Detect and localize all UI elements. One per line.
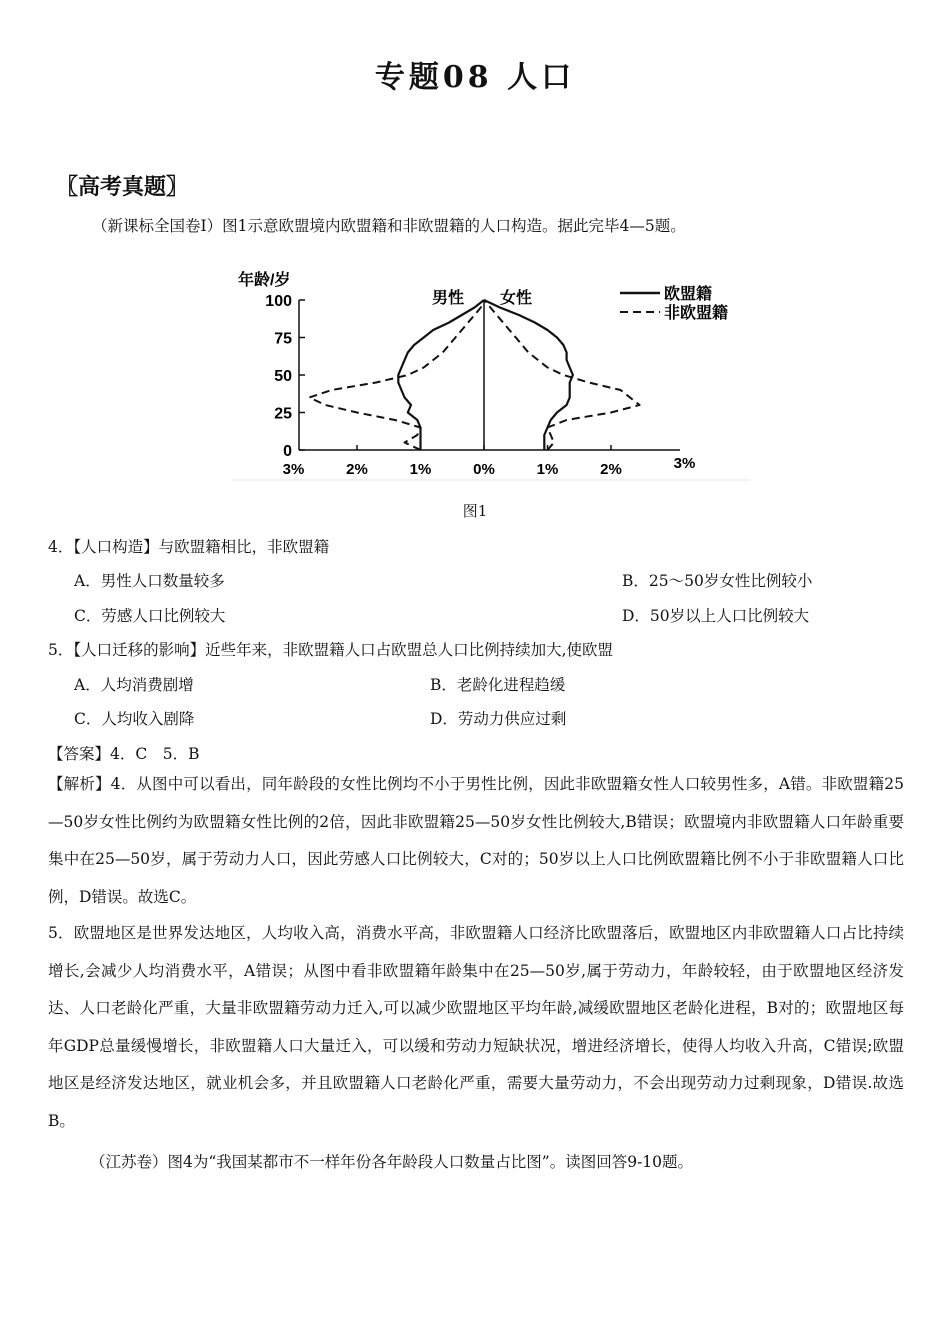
- x-tick-label: 1%: [536, 461, 559, 478]
- analysis-paragraph-5: 5．欧盟地区是世界发达地区，人均收入高，消费水平高，非欧盟籍人口经济比欧盟落后，欧盟地区内非欧盟籍人口占比持续增长,会减少人均消费水平，A错误；从图中看非欧盟籍年龄集中在25—50岁,属于劳动力，年龄较轻，由于欧盟地区经济发达、人口老龄化严重，大量非欧盟籍劳动力迁入,可以减少欧盟地区平均年龄,减缓欧盟地区老龄化进程，B对的；欧盟地区每年GDP总量缓慢增长，非欧盟籍人口大量迁入，可以缓和劳动力短缺状况，增进经济增长，使得人均收入升高，C错误;欧盟地区是经济发达地区，就业机会多，并且欧盟籍人口老龄化严重，需要大量劳动力，不会出现劳动力过剩现象，D错误.故选B。: [48, 924, 904, 1130]
- population-pyramid-figure: [232, 255, 750, 481]
- x-tick-label: 2%: [600, 461, 622, 478]
- x-tick-label: 3%: [673, 455, 696, 472]
- x-tick-label: 3%: [282, 461, 305, 478]
- answer-line: 【答案】4．C 5．B: [48, 745, 200, 763]
- y-axis-label: 年龄/岁: [238, 272, 291, 289]
- male-label: 男性: [432, 290, 465, 307]
- legend: [620, 284, 728, 322]
- page-title: 专题08 人口: [374, 60, 576, 95]
- legend-label-non-eu: 非欧盟籍: [664, 305, 729, 322]
- question-4-option-c: C．劳感人口比例较大: [74, 607, 226, 625]
- eu-female-line: [484, 300, 573, 450]
- population-pyramid-chart: [232, 255, 750, 481]
- non-eu-male-line: [309, 300, 484, 450]
- x-tick-label: 0%: [473, 461, 495, 478]
- y-tick-label: 25: [274, 405, 292, 423]
- y-tick-label: 50: [274, 368, 292, 385]
- y-tick-label: 0: [283, 443, 292, 460]
- question-4-option-b: B．25～50岁女性比例较小: [622, 572, 813, 590]
- female-label: 女性: [500, 290, 533, 307]
- figure-caption: 图1: [462, 502, 488, 520]
- question-5-option-a: A．人均消费剧增: [74, 676, 194, 694]
- x-tick-label: 1%: [409, 461, 432, 478]
- question-5-option-c: C．人均收入剧降: [74, 710, 195, 728]
- question-4-option-a: A．男性人口数量较多: [74, 572, 225, 590]
- intro-text-1: （新课标全国卷Ⅰ）图1示意欧盟境内欧盟籍和非欧盟籍的人口构造。据此完毕4—5题。: [92, 217, 686, 235]
- analysis-paragraph-4: 【解析】4．从图中可以看出，同年龄段的女性比例均不小于男性比例，因此非欧盟籍女性人口较男性多，A错。非欧盟籍25—50岁女性比例约为欧盟籍女性比例的2倍，因此非欧盟籍25—50岁女性比例较大,B错误；欧盟境内非欧盟籍人口年龄重要集中在25—50岁，属于劳动力人口，因此劳感人口比例较大，C对的；50岁以上人口比例欧盟籍比例不小于非欧盟籍人口比例，D错误。故选C。: [48, 775, 904, 906]
- question-5-stem: 5．【人口迁移的影响】近些年来，非欧盟籍人口占欧盟总人口比例持续加大,使欧盟: [48, 641, 614, 659]
- question-4-stem: 4．【人口构造】与欧盟籍相比，非欧盟籍: [48, 538, 330, 556]
- question-5-option-d: D．劳动力供应过剩: [430, 710, 567, 728]
- non-eu-female-line: [484, 300, 640, 450]
- eu-male-line: [398, 300, 484, 450]
- y-tick-label: 75: [274, 330, 292, 348]
- section-heading: 〖高考真题〗: [56, 174, 189, 200]
- x-tick-label: 2%: [346, 461, 368, 478]
- legend-label-eu: 欧盟籍: [664, 286, 713, 303]
- question-5-option-b: B．老龄化进程趋缓: [430, 676, 566, 694]
- question-4-option-d: D．50岁以上人口比例较大: [622, 607, 810, 625]
- intro-text-2: （江苏卷）图4为“我国某都市不一样年份各年龄段人口数量占比图”。读图回答9-10题。: [90, 1153, 694, 1171]
- y-tick-label: 100: [265, 293, 292, 310]
